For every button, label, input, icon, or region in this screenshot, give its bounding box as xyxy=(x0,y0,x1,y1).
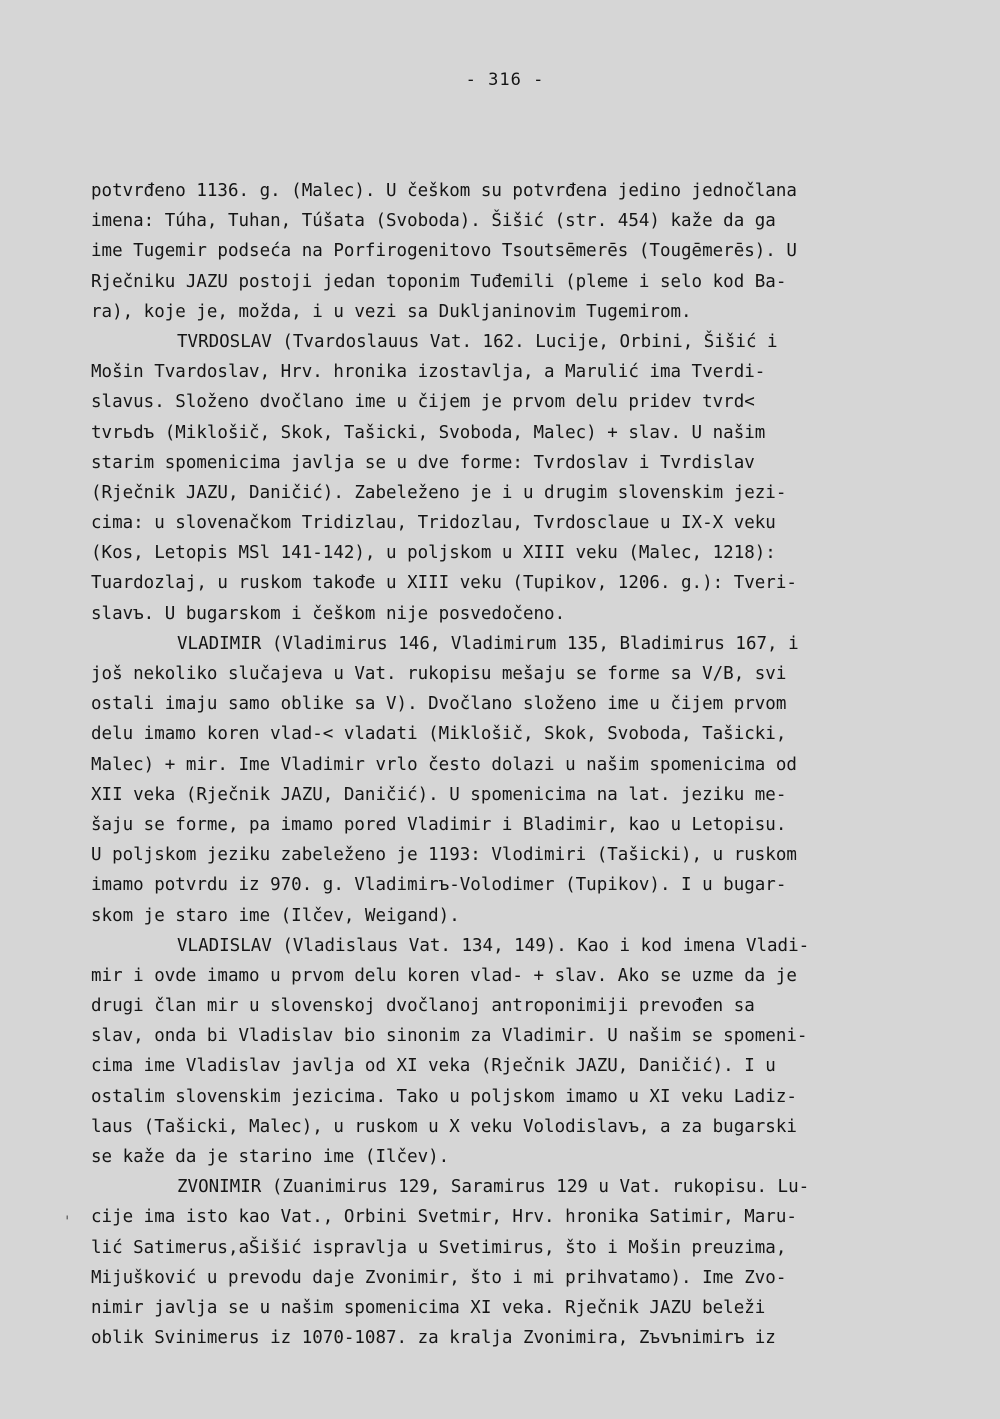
text-line: laus (Tašicki, Malec), u ruskom u X veku Volodislavъ, a za bugarski xyxy=(91,1116,797,1137)
paragraph-first-line: VLADIMIR (Vladimirus 146, Vladimirum 135, Bladimirus 167, i xyxy=(177,633,799,654)
text-line: Tuardozlaj, u ruskom takođe u XIII veku (Tupikov, 1206. g.): Tveri- xyxy=(91,573,797,594)
body-text xyxy=(91,176,911,1353)
text-line: cima ime Vladislav javlja od XI veka (Rječnik JAZU, Daničić). I u xyxy=(91,1056,776,1077)
text-line: drugi član mir u slovenskoj dvočlanoj antroponimiji prevođen sa xyxy=(91,996,755,1017)
text-line: U poljskom jeziku zabeleženo je 1193: Vlodimiri (Tašicki), u ruskom xyxy=(91,845,797,866)
text-line: Mošin Tvardoslav, Hrv. hronika izostavlja, a Marulić ima Tverdi- xyxy=(91,362,766,383)
text-line: još nekoliko slučajeva u Vat. rukopisu mešaju se forme sa V/B, svi xyxy=(91,664,787,684)
text-line: ime Tugemir podseća na Porfirogenitovo Tsoutsēmerēs (Tougēmerēs). U xyxy=(91,241,797,262)
text-line: ra), koje je, možda, i u vezi sa Dukljaninovim Tugemirom. xyxy=(91,301,692,322)
paragraph-first-line: TVRDOSLAV (Tvardoslauus Vat. 162. Lucije, Orbini, Šišić i xyxy=(177,331,778,352)
paragraph-first-line: ZVONIMIR (Zuanimirus 129, Saramirus 129 u Vat. rukopisu. Lu- xyxy=(177,1177,810,1198)
page-number: - 316 - xyxy=(465,70,545,90)
text-line: Mijušković u prevodu daje Zvonimir, što i mi prihvatamo). Ime Zvo- xyxy=(91,1267,787,1288)
text-line: (Rječnik JAZU, Daničić). Zabeleženo je i u drugim slovenskim jezi- xyxy=(91,482,787,503)
text-line: starim spomenicima javlja se u dve forme: Tvrdoslav i Tvrdislav xyxy=(91,452,755,473)
text-line: slavъ. U bugarskom i češkom nije posvedočeno. xyxy=(91,603,566,624)
text-line: mir i ovde imamo u prvom delu koren vlad- + slav. Ako se uzme da je xyxy=(91,965,797,986)
text-line: (Kos, Letopis MSl 141-142), u poljskom u XIII veku (Malec, 1218): xyxy=(91,543,776,564)
text-line: ostali imaju samo oblike sa V). Dvočlano složeno ime u čijem prvom xyxy=(91,694,787,715)
text-line: lić Satimerus,aŠišić ispravlja u Svetimirus, što i Mošin preuzima, xyxy=(91,1237,787,1258)
text-line: slavus. Složeno dvočlano ime u čijem je prvom delu pridev tvrd< xyxy=(91,392,755,413)
margin-mark: ' xyxy=(63,1214,72,1230)
text-line: cije ima isto kao Vat., Orbini Svetmir, Hrv. hronika Satimir, Maru- xyxy=(91,1207,797,1228)
text-line: potvrđeno 1136. g. (Malec). U češkom su potvrđena jedino jednočlana xyxy=(91,181,797,201)
text-line: skom je staro ime (Ilčev, Weigand). xyxy=(91,905,460,926)
text-line: šaju se forme, pa imamo pored Vladimir i Bladimir, kao u Letopisu. xyxy=(91,814,787,835)
text-line: ostalim slovenskim jezicima. Tako u poljskom imamo u XI veku Ladiz- xyxy=(91,1086,797,1107)
text-line: Rječniku JAZU postoji jedan toponim Tuđemili (pleme i selo kod Ba- xyxy=(91,271,787,292)
text-line: imamo potvrdu iz 970. g. Vladimirъ-Volodimer (Tupikov). I u bugar- xyxy=(91,875,787,896)
text-line: oblik Svinimerus iz 1070-1087. za kralja Zvonimira, Zъvъnimirъ iz xyxy=(91,1328,776,1349)
text-line: tvrьdъ (Miklošič, Skok, Tašicki, Svoboda, Malec) + slav. U našim xyxy=(91,422,766,443)
text-line: slav, onda bi Vladislav bio sinonim za Vladimir. U našim se spomeni- xyxy=(91,1026,808,1047)
text-line: delu imamo koren vlad-< vladati (Miklošič, Skok, Svoboda, Tašicki, xyxy=(91,724,787,745)
paragraph-first-line: VLADISLAV (Vladislaus Vat. 134, 149). Kao i kod imena Vladi- xyxy=(177,935,810,956)
text-line: cima: u slovenačkom Tridizlau, Tridozlau, Tvrdosclaue u IX-X veku xyxy=(91,513,776,534)
text-line: XII veka (Rječnik JAZU, Daničić). U spomenicima na lat. jeziku me- xyxy=(91,784,787,805)
text-line: se kaže da je starino ime (Ilčev). xyxy=(91,1147,450,1167)
text-line: nimir javlja se u našim spomenicima XI veka. Rječnik JAZU beleži xyxy=(91,1297,766,1318)
text-line: imena: Túha, Tuhan, Túšata (Svoboda). Šišić (str. 454) kaže da ga xyxy=(91,211,776,232)
text-line: Malec) + mir. Ime Vladimir vrlo često dolazi u našim spomenicima od xyxy=(91,754,797,775)
